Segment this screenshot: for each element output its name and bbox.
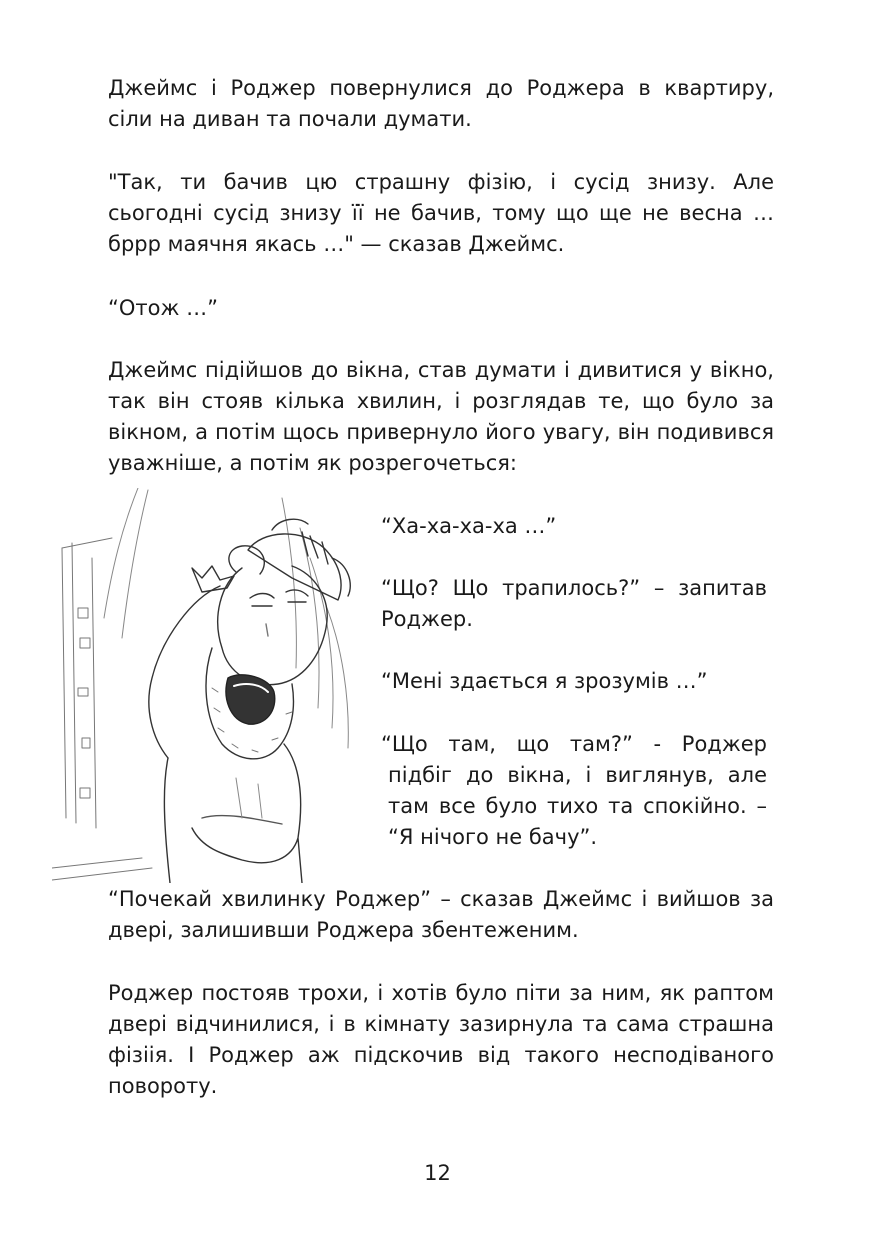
paragraph-3: “Отож …” (108, 296, 218, 320)
illustration-laughing-man (52, 488, 362, 883)
laughing-mouth (226, 675, 275, 724)
paragraph-1: Джеймс і Роджер повернулися до Роджера в квартиру, сіли на диван та почали думати. (108, 76, 774, 131)
paragraph-5: “Почекай хвилинку Роджер” – сказав Джеймс і вийшов за двері, залишивши Роджера збентеженим. (108, 887, 774, 942)
paragraph-2: "Так, ти бачив цю страшну фізію, і сусід знизу. Але сьогодні сусід знизу її не бачив, тому що ще не весна … бррр маячня якась …" — сказав Джеймс. (108, 170, 774, 256)
head-outline (218, 566, 327, 685)
page-number: 12 (424, 1161, 451, 1185)
paragraph-6: Роджер постояв трохи, і хотів було піти за ним, як раптом двері відчинилися, і в кімнату зазирнула та сама страшна фізіія. І Роджер аж підскочив від такого несподіваного повороту. (108, 981, 774, 1098)
dialogue-3: “Мені здається я зрозумів …” (381, 669, 708, 693)
dialogue-4: “Що там, що там?” - Роджер підбіг до вікна, і виглянув, але там все було тихо та спокійно. – “Я нічого не бачу”. (381, 732, 767, 849)
sparkle-mark (192, 566, 234, 592)
window-frame (52, 538, 152, 880)
raised-arm (149, 546, 264, 758)
body-outline (164, 744, 302, 883)
dialogue-1: “Ха-ха-ха-ха …” (381, 514, 557, 538)
dialogue-2: “Що? Що трапилось?” – запитав Роджер. (381, 576, 767, 631)
curtain-lines (104, 488, 348, 748)
paragraph-4: Джеймс підійшов до вікна, став думати і дивитися у вікно, так він стояв кілька хвилин, і розглядав те, що було за вікном, а потім щось привернуло його увагу, він подивився уважніше, а потім як розрегочеться: (108, 358, 774, 475)
